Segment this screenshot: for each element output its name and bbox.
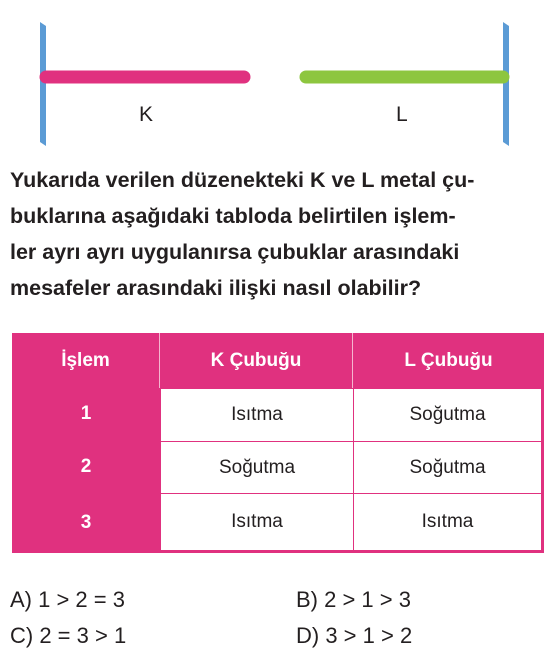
rod-k-label: K — [139, 103, 154, 126]
row-k-process: Isıtma — [160, 493, 353, 553]
row-l-process: Isıtma — [353, 493, 544, 553]
table-row — [12, 441, 544, 494]
row-islem-number: 1 — [80, 403, 92, 425]
question-text — [10, 162, 545, 306]
row-l-process: Soğutma — [353, 388, 544, 441]
table-row — [12, 388, 544, 441]
row-l-process: Soğutma — [353, 441, 544, 494]
rod-l-label: L — [396, 103, 408, 126]
option-a[interactable]: A) 1 > 2 = 3 — [10, 587, 125, 612]
table-row — [12, 493, 544, 553]
option-c[interactable]: C) 2 = 3 > 1 — [10, 623, 127, 648]
rod-k-base — [46, 71, 56, 84]
left-wall — [40, 22, 46, 146]
rod-l-base — [493, 71, 503, 84]
right-wall — [503, 22, 509, 146]
header-k-cubugu: K Çubuğu — [160, 333, 353, 388]
row-islem-number: 2 — [80, 456, 92, 478]
question-line: mesafeler arasındaki ilişki nasıl olabilir? — [10, 276, 422, 300]
row-k-process: Soğutma — [160, 441, 353, 494]
rods-diagram — [0, 0, 553, 150]
option-b[interactable]: B) 2 > 1 > 3 — [296, 587, 411, 612]
option-d[interactable]: D) 3 > 1 > 2 — [296, 623, 413, 648]
question-line: ler ayrı ayrı uygulanırsa çubuklar arasındaki — [10, 240, 460, 264]
question-line: buklarına aşağıdaki tabloda belirtilen işlem- — [10, 204, 456, 228]
process-table — [12, 333, 544, 553]
table-header-row — [12, 333, 544, 388]
header-islem: İşlem — [12, 333, 160, 388]
header-l-cubugu: L Çubuğu — [404, 349, 493, 371]
row-k-process: Isıtma — [160, 388, 353, 441]
row-islem-number: 3 — [80, 512, 92, 534]
question-line: Yukarıda verilen düzenekteki K ve L metal çu- — [10, 168, 475, 192]
